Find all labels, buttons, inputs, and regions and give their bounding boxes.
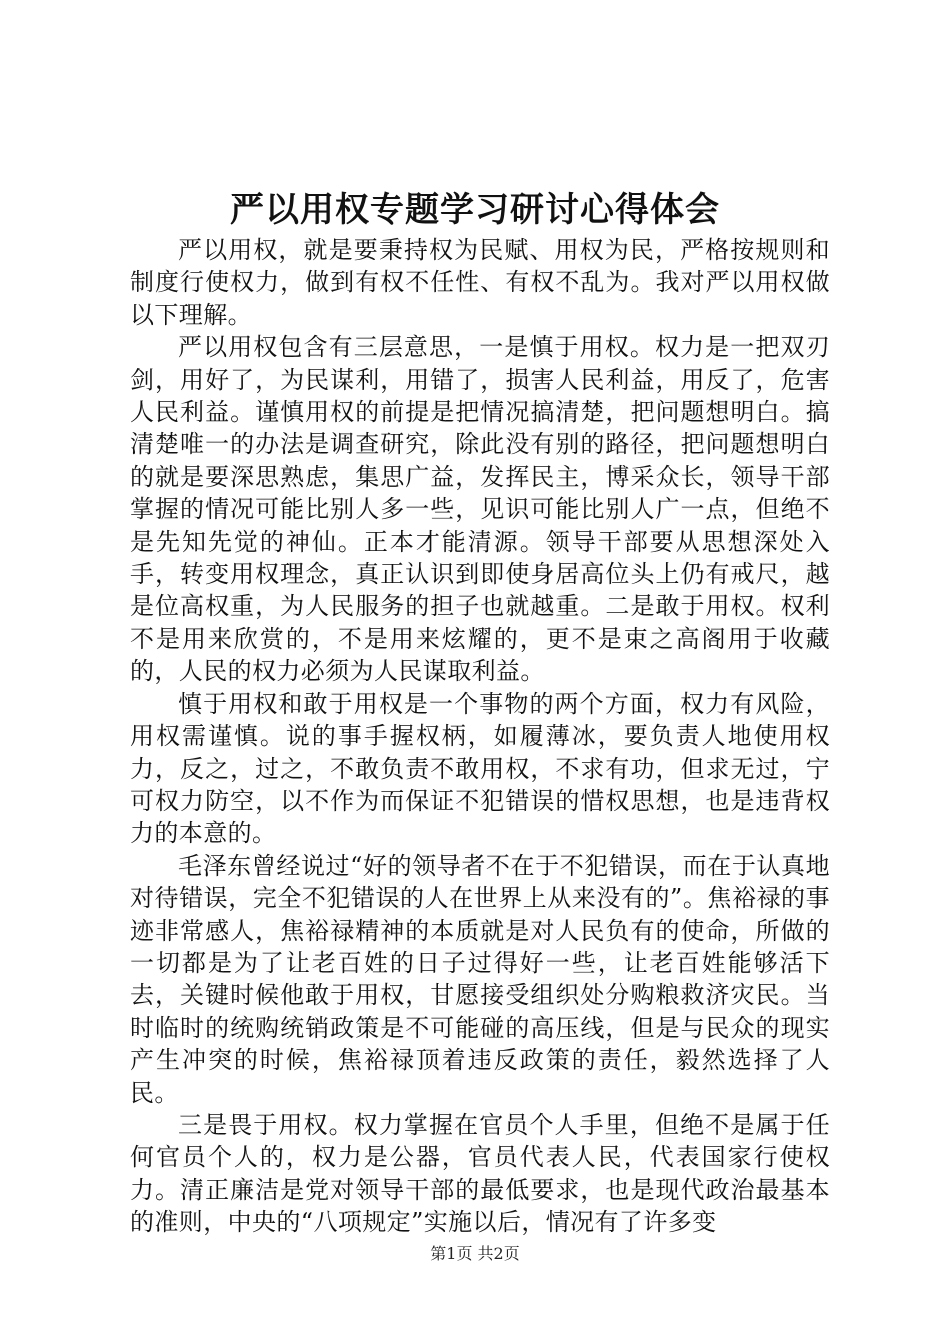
paragraph-1: 严以用权，就是要秉持权为民赋、用权为民，严格按规则和制度行使权力，做到有权不任性、有权不乱为。我对严以用权做以下理解。 [130,236,830,329]
page-title: 严以用权专题学习研讨心得体会 [230,190,720,230]
paragraph-3: 慎于用权和敢于用权是一个事物的两个方面，权力有风险，用权需谨慎。说的事手握权柄，如履薄冰，要负责人地使用权力，反之，过之，不敢负责不敢用权，不求有功，但求无过，宁可权力防空，以不作为而保证不犯错误的惜权思想，也是违背权力的本意的。 [130,689,830,848]
paragraph-2: 严以用权包含有三层意思，一是慎于用权。权力是一把双刃剑，用好了，为民谋利，用错了，损害人民利益，用反了，危害人民利益。谨慎用权的前提是把情况搞清楚，把问题想明白。搞清楚唯一的办法是调查研究，除此没有别的路径，把问题想明白的就是要深思熟虑，集思广益，发挥民主，博采众长，领导干部掌握的情况可能比别人多一些，见识可能比别人广一点，但绝不是先知先觉的神仙。正本才能清源。领导干部要从思想深处入手，转变用权理念，真正认识到即使身居高位头上仍有戒尺，越是位高权重，为人民服务的担子也就越重。二是敢于用权。权利不是用来欣赏的，不是用来炫耀的，更不是束之高阁用于收藏的，人民的权力必须为人民谋取利益。 [130,333,830,686]
page-number-footer: 第1页 共2页 [430,1244,520,1263]
paragraph-5: 三是畏于用权。权力掌握在官员个人手里，但绝不是属于任何官员个人的，权力是公器，官员代表人民，代表国家行使权力。清正廉洁是党对领导干部的最低要求，也是现代政治最基本的准则，中央的“八项规定”实施以后，情况有了许多变 [130,1110,830,1237]
paragraph-4: 毛泽东曾经说过“好的领导者不在于不犯错误，而在于认真地对待错误，完全不犯错误的人在世界上从来没有的”。焦裕禄的事迹非常感人，焦裕禄精神的本质就是对人民负有的使命，所做的一切都是为了让老百姓的日子过得好一些，让老百姓能够活下去，关键时候他敢于用权，甘愿接受组织处分购粮救济灾民。当时临时的统购统销政策是不可能碰的高压线，但是与民众的现实产生冲突的时候，焦裕禄顶着违反政策的责任，毅然选择了人民。 [130,851,830,1107]
document-body [130,234,830,1239]
